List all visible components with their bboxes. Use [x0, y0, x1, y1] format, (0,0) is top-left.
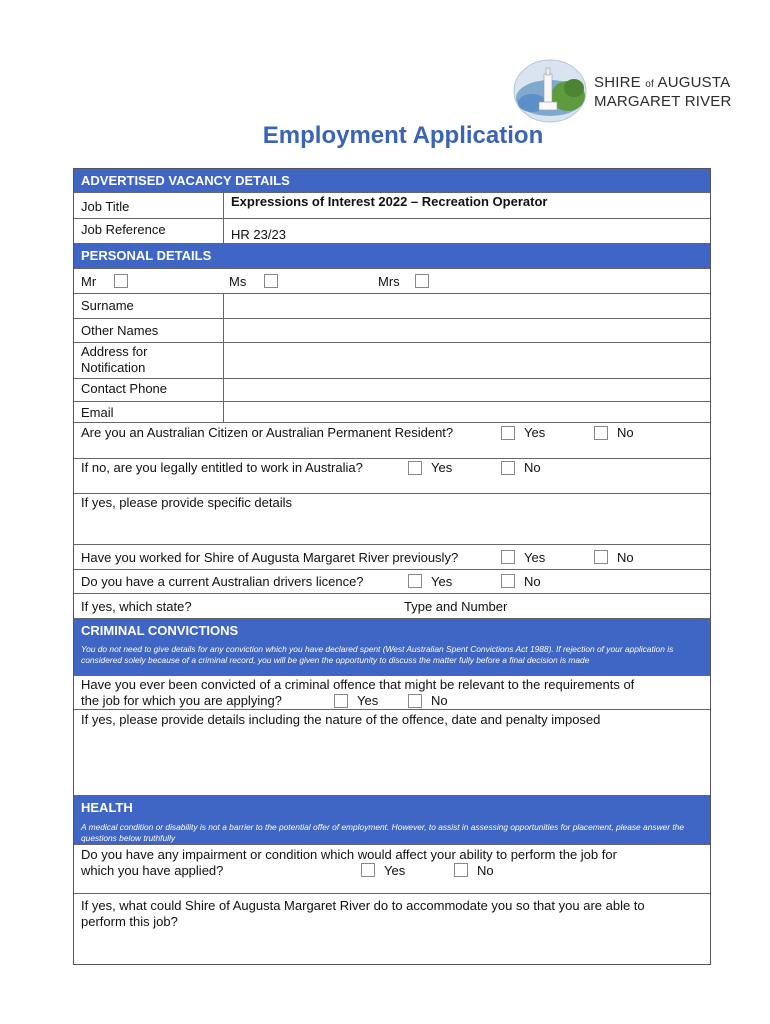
job-reference-row [74, 219, 710, 244]
mr-label: Mr [81, 274, 97, 289]
citizen-yes-label: Yes [524, 425, 546, 440]
ms-label: Ms [229, 274, 247, 289]
worked-previously-question: Have you worked for Shire of Augusta Margaret River previously? [81, 550, 459, 565]
contact-phone-field[interactable] [224, 379, 710, 401]
impairment-question-line1: Do you have any impairment or condition which would affect your ability to perform the job for [81, 847, 617, 862]
which-state-label: If yes, which state? [81, 599, 192, 614]
job-title-row [74, 193, 710, 219]
email-label: Email [81, 405, 114, 420]
worked-previously-row [74, 545, 710, 570]
job-reference-value: HR 23/23 [231, 227, 286, 242]
mr-checkbox[interactable] [114, 274, 128, 288]
impairment-no-label: No [477, 863, 494, 878]
conviction-question-line1: Have you ever been convicted of a criminal offence that might be relevant to the requirements of [81, 677, 635, 692]
surname-row [74, 294, 710, 319]
ms-checkbox[interactable] [264, 274, 278, 288]
citizen-question: Are you an Australian Citizen or Australian Permanent Resident? [81, 425, 454, 440]
worked-no-checkbox[interactable] [594, 550, 608, 564]
other-names-row [74, 319, 710, 343]
mrs-label: Mrs [378, 274, 400, 289]
conviction-details-row[interactable] [74, 710, 710, 796]
conviction-row [74, 676, 710, 710]
conviction-details-label: If yes, please provide details including the nature of the offence, date and penalty imposed [81, 712, 601, 727]
licence-question: Do you have a current Australian drivers licence? [81, 574, 364, 589]
accommodate-question-line2: perform this job? [81, 914, 178, 929]
worked-yes-label: Yes [524, 550, 546, 565]
job-title-value: Expressions of Interest 2022 – Recreation Operator [231, 194, 548, 209]
email-field[interactable] [224, 402, 710, 422]
application-form [73, 168, 711, 965]
section-header-health: HEALTH [74, 796, 710, 820]
accommodate-row[interactable] [74, 894, 710, 964]
surname-label: Surname [81, 298, 134, 313]
entitled-row [74, 459, 710, 494]
surname-field[interactable] [224, 294, 710, 318]
licence-state-row [74, 594, 710, 619]
specific-details-label: If yes, please provide specific details [81, 495, 292, 510]
health-note: A medical condition or disability is not a barrier to the potential offer of employment. However, to assist in assessing opportunities for placement, please answer the questions below truthfully [74, 820, 710, 845]
accommodate-question-line1: If yes, what could Shire of Augusta Margaret River do to accommodate you so that you are able to [81, 898, 645, 913]
section-header-vacancy: ADVERTISED VACANCY DETAILS [74, 169, 710, 193]
impairment-yes-label: Yes [384, 863, 406, 878]
entitled-no-label: No [524, 460, 541, 475]
worked-no-label: No [617, 550, 634, 565]
licence-no-checkbox[interactable] [501, 574, 515, 588]
conviction-question-line2: the job for which you are applying? [81, 693, 282, 708]
specific-details-row[interactable] [74, 494, 710, 545]
licence-yes-checkbox[interactable] [408, 574, 422, 588]
licence-yes-label: Yes [431, 574, 453, 589]
conviction-no-label: No [431, 693, 448, 708]
type-number-label: Type and Number [404, 599, 508, 614]
entitled-question: If no, are you legally entitled to work in Australia? [81, 460, 363, 475]
criminal-note: You do not need to give details for any conviction which you have declared spent (West Australian Spent Convictions Act 1988). If rejection of your application is considered solely because of a criminal record, you will be given the opportunity to discuss the matter fully before a final decision is made [74, 642, 710, 676]
address-label: Address for Notification [81, 344, 148, 375]
worked-yes-checkbox[interactable] [501, 550, 515, 564]
impairment-no-checkbox[interactable] [454, 863, 468, 877]
address-row [74, 343, 710, 379]
other-names-label: Other Names [81, 323, 159, 338]
citizen-yes-checkbox[interactable] [501, 426, 515, 440]
section-header-personal: PERSONAL DETAILS [74, 244, 710, 269]
job-title-label: Job Title [81, 199, 130, 214]
citizen-no-label: No [617, 425, 634, 440]
impairment-row [74, 845, 710, 894]
shire-logo [512, 58, 736, 124]
conviction-yes-checkbox[interactable] [334, 694, 348, 708]
section-header-criminal: CRIMINAL CONVICTIONS [74, 619, 710, 642]
licence-row [74, 570, 710, 594]
contact-phone-row [74, 379, 710, 402]
shire-emblem-icon [512, 58, 592, 124]
other-names-field[interactable] [224, 319, 710, 342]
entitled-yes-checkbox[interactable] [408, 461, 422, 475]
page-title: Employment Application [262, 122, 544, 149]
impairment-question-line2: which you have applied? [81, 863, 224, 878]
email-row [74, 402, 710, 423]
citizen-row [74, 423, 710, 459]
citizen-no-checkbox[interactable] [594, 426, 608, 440]
entitled-yes-label: Yes [431, 460, 453, 475]
conviction-yes-label: Yes [357, 693, 379, 708]
impairment-yes-checkbox[interactable] [361, 863, 375, 877]
address-field[interactable] [224, 343, 710, 378]
shire-logo-text: SHIRE of AUGUSTA MARGARET RIVER [594, 74, 732, 110]
title-row [74, 269, 710, 294]
mrs-checkbox[interactable] [415, 274, 429, 288]
entitled-no-checkbox[interactable] [501, 461, 515, 475]
conviction-no-checkbox[interactable] [408, 694, 422, 708]
job-reference-label: Job Reference [81, 222, 166, 237]
contact-phone-label: Contact Phone [81, 381, 168, 396]
licence-no-label: No [524, 574, 541, 589]
